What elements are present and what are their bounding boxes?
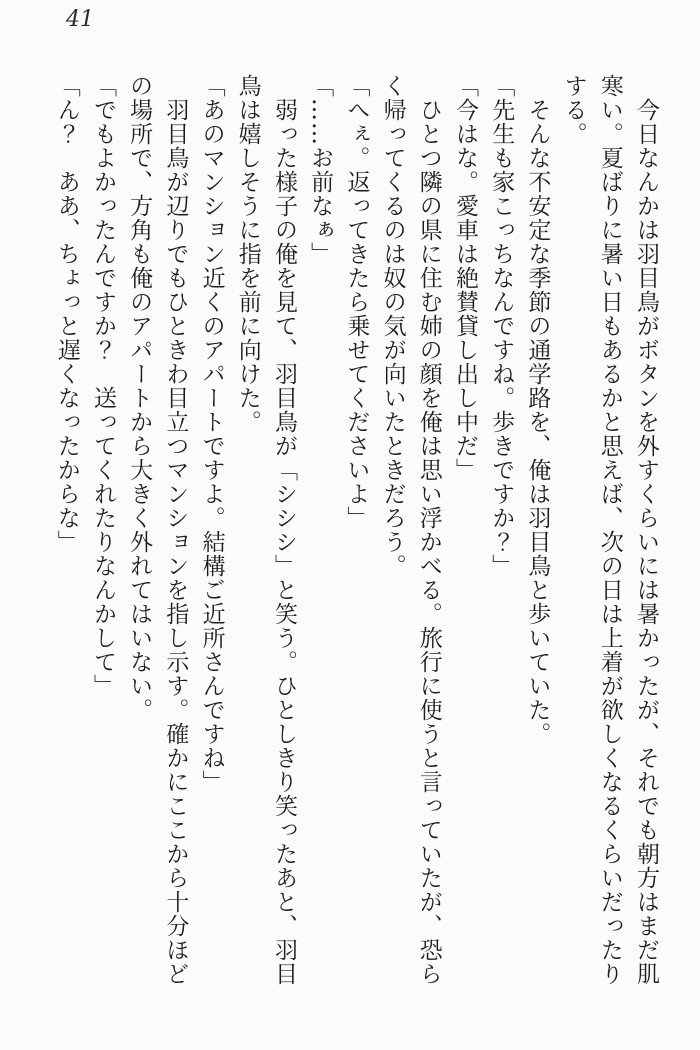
text-line-17: 「ん？ ああ、ちょっと遅くなったからな」 — [53, 74, 80, 554]
text-line-12: 鳥は嬉しそうに指を前に向けた。 — [234, 74, 261, 434]
text-line-9: 「へぇ。返ってきたら乗せてくださいよ」 — [343, 74, 370, 530]
text-line-16: 「でもよかったんですか？ 送ってくれたりなんかして」 — [89, 74, 116, 698]
text-line-8: く帰ってくるのは奴の気が向いたときだろう。 — [379, 74, 406, 578]
text-line-15: の場所で、方角も俺のアパートから大きく外れてはいない。 — [126, 74, 153, 722]
text-line-10: 「……お前なぁ」 — [307, 74, 334, 266]
text-line-1: 今日なんかは羽目鳥がボタンを外すくらいには暑かったが、それでも朝方はまだ肌 — [633, 98, 659, 986]
text-line-6: 「今はな。愛車は絶賛貸し出し中だ」 — [451, 74, 478, 482]
text-line-13: 「あのマンション近くのアパートですよ。結構ご近所さんですね」 — [198, 74, 225, 794]
text-line-11: 弱った様子の俺を見て、羽目鳥が「シシシ」と笑う。ひとしきり笑ったあと、羽目 — [270, 98, 297, 986]
text-line-3: する。 — [560, 74, 587, 146]
text-line-4: そんな不安定な季節の通学路を、俺は羽目鳥と歩いていた。 — [524, 98, 551, 746]
text-line-14: 羽目鳥が辺りでもひときわ目立つマンションを指し示す。確かにここから十分ほど — [162, 98, 189, 986]
text-line-7: ひとつ隣の県に住む姉の顔を俺は思い浮かべる。旅行に使うと言っていたが、恐ら — [415, 98, 442, 986]
text-block — [49, 74, 664, 996]
page-number: 41 — [66, 7, 94, 32]
text-line-2: 寒い。夏ばりに暑い日もあるかと思えば、次の日は上着が欲しくなるくらいだったり — [596, 74, 623, 986]
text-line-5: 「先生も家こっちなんですね。歩きですか？」 — [488, 74, 515, 578]
